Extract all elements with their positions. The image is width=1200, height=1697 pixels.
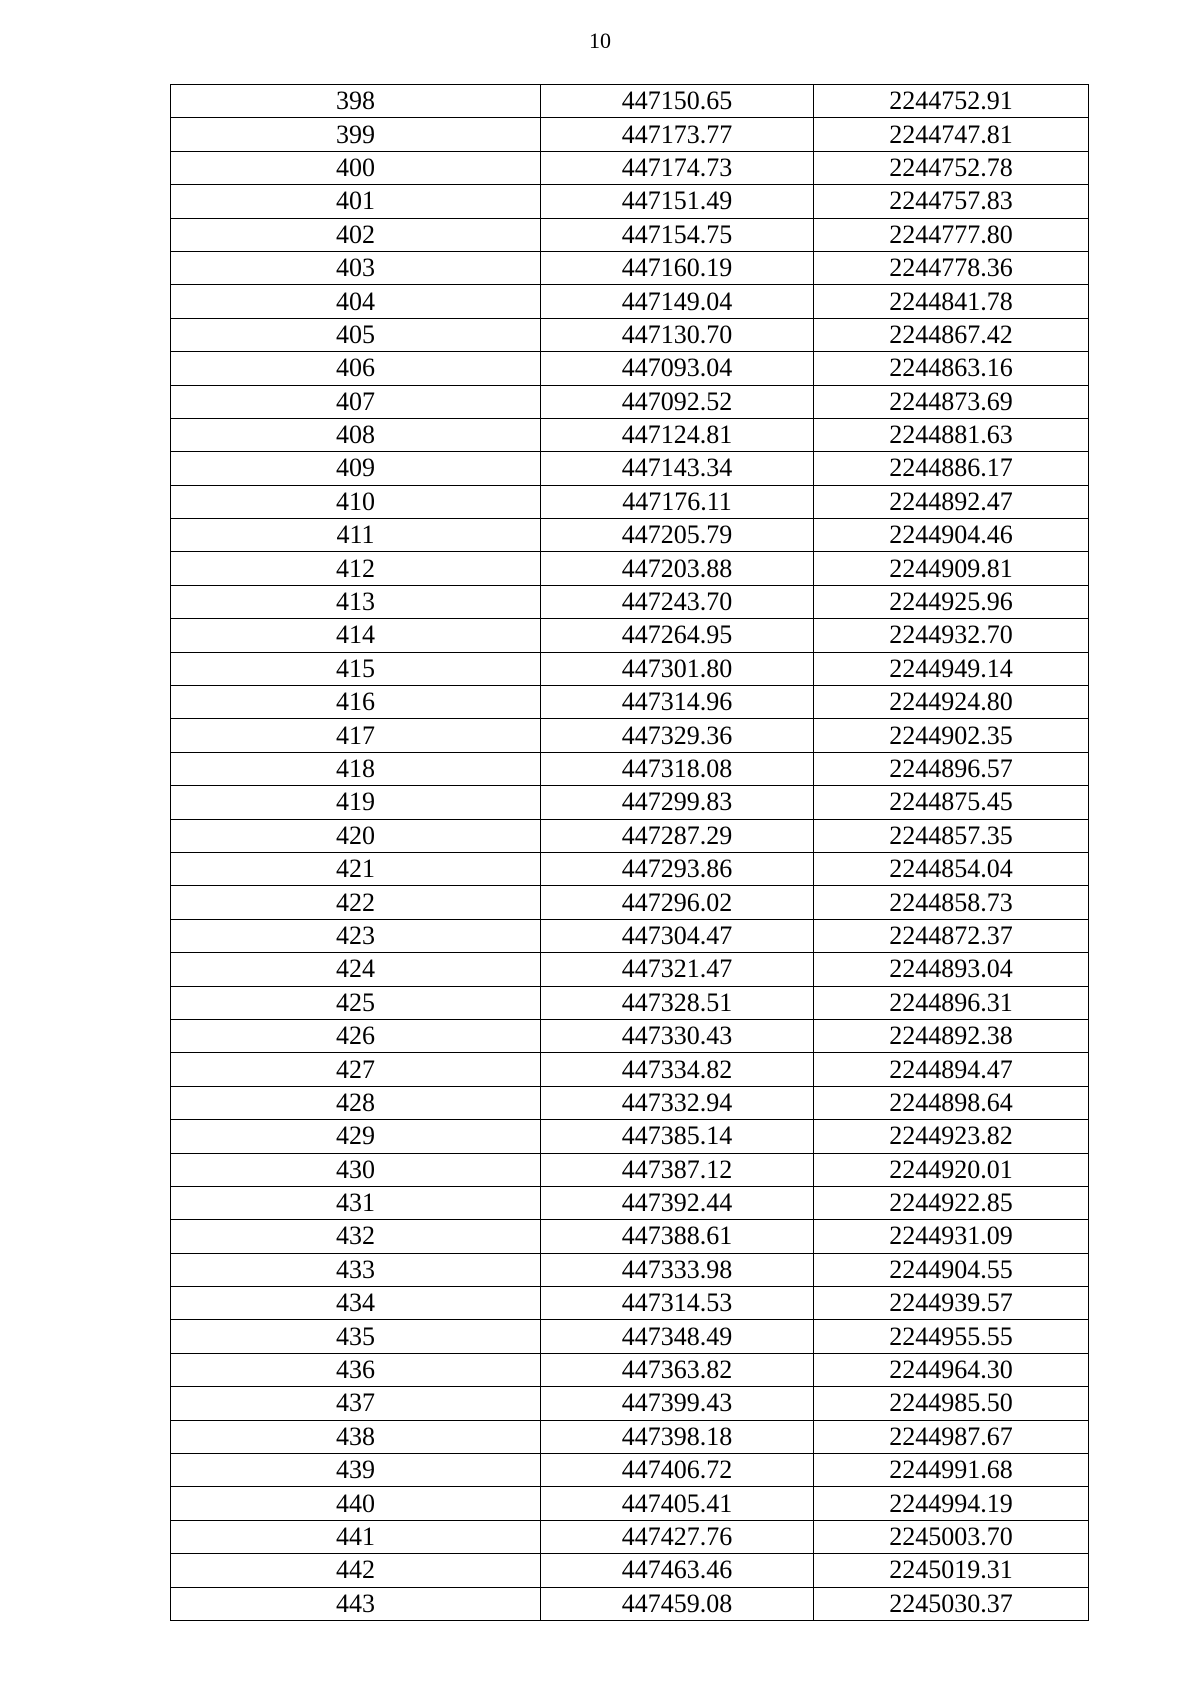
y-coordinate-cell: 2244858.73 [814,886,1089,919]
x-coordinate-cell: 447405.41 [541,1487,814,1520]
point-number-cell: 406 [171,352,541,385]
coordinates-table-body [171,85,1089,1621]
table-row [171,786,1089,819]
point-number-cell: 431 [171,1186,541,1219]
table-row [171,1520,1089,1553]
point-number-cell: 434 [171,1287,541,1320]
table-row [171,318,1089,351]
y-coordinate-cell: 2244896.31 [814,986,1089,1019]
x-coordinate-cell: 447334.82 [541,1053,814,1086]
table-row [171,85,1089,118]
y-coordinate-cell: 2244752.91 [814,85,1089,118]
x-coordinate-cell: 447321.47 [541,953,814,986]
table-row [171,986,1089,1019]
point-number-cell: 422 [171,886,541,919]
x-coordinate-cell: 447154.75 [541,218,814,251]
x-coordinate-cell: 447463.46 [541,1554,814,1587]
table-row [171,1487,1089,1520]
y-coordinate-cell: 2244922.85 [814,1186,1089,1219]
y-coordinate-cell: 2244777.80 [814,218,1089,251]
y-coordinate-cell: 2244747.81 [814,118,1089,151]
y-coordinate-cell: 2244949.14 [814,652,1089,685]
x-coordinate-cell: 447174.73 [541,151,814,184]
coordinates-table [170,84,1089,1621]
table-row [171,652,1089,685]
y-coordinate-cell: 2245030.37 [814,1587,1089,1620]
y-coordinate-cell: 2244904.55 [814,1253,1089,1286]
y-coordinate-cell: 2244909.81 [814,552,1089,585]
table-row [171,1086,1089,1119]
x-coordinate-cell: 447151.49 [541,185,814,218]
y-coordinate-cell: 2244898.64 [814,1086,1089,1119]
point-number-cell: 400 [171,151,541,184]
point-number-cell: 424 [171,953,541,986]
table-row [171,719,1089,752]
table-row [171,118,1089,151]
x-coordinate-cell: 447124.81 [541,418,814,451]
table-row [171,251,1089,284]
y-coordinate-cell: 2244932.70 [814,619,1089,652]
table-row [171,953,1089,986]
point-number-cell: 418 [171,752,541,785]
point-number-cell: 419 [171,786,541,819]
x-coordinate-cell: 447427.76 [541,1520,814,1553]
x-coordinate-cell: 447363.82 [541,1353,814,1386]
x-coordinate-cell: 447264.95 [541,619,814,652]
point-number-cell: 411 [171,519,541,552]
table-row [171,1253,1089,1286]
table-row [171,619,1089,652]
table-row [171,919,1089,952]
point-number-cell: 420 [171,819,541,852]
y-coordinate-cell: 2244881.63 [814,418,1089,451]
x-coordinate-cell: 447318.08 [541,752,814,785]
x-coordinate-cell: 447304.47 [541,919,814,952]
point-number-cell: 443 [171,1587,541,1620]
point-number-cell: 403 [171,251,541,284]
table-row [171,1454,1089,1487]
table-row [171,1053,1089,1086]
table-row [171,185,1089,218]
point-number-cell: 415 [171,652,541,685]
table-row [171,519,1089,552]
y-coordinate-cell: 2244841.78 [814,285,1089,318]
table-row [171,552,1089,585]
x-coordinate-cell: 447301.80 [541,652,814,685]
table-row [171,151,1089,184]
x-coordinate-cell: 447329.36 [541,719,814,752]
point-number-cell: 440 [171,1487,541,1520]
table-row [171,585,1089,618]
y-coordinate-cell: 2244892.47 [814,485,1089,518]
x-coordinate-cell: 447143.34 [541,452,814,485]
y-coordinate-cell: 2244923.82 [814,1120,1089,1153]
page-number: 10 [589,28,611,53]
x-coordinate-cell: 447173.77 [541,118,814,151]
x-coordinate-cell: 447328.51 [541,986,814,1019]
point-number-cell: 404 [171,285,541,318]
y-coordinate-cell: 2244892.38 [814,1019,1089,1052]
x-coordinate-cell: 447392.44 [541,1186,814,1219]
y-coordinate-cell: 2244752.78 [814,151,1089,184]
table-row [171,1387,1089,1420]
table-row [171,886,1089,919]
point-number-cell: 421 [171,852,541,885]
point-number-cell: 408 [171,418,541,451]
x-coordinate-cell: 447205.79 [541,519,814,552]
point-number-cell: 429 [171,1120,541,1153]
x-coordinate-cell: 447314.53 [541,1287,814,1320]
table-row [171,1186,1089,1219]
x-coordinate-cell: 447348.49 [541,1320,814,1353]
table-row [171,352,1089,385]
point-number-cell: 409 [171,452,541,485]
y-coordinate-cell: 2245003.70 [814,1520,1089,1553]
y-coordinate-cell: 2244991.68 [814,1454,1089,1487]
table-row [171,218,1089,251]
y-coordinate-cell: 2244757.83 [814,185,1089,218]
y-coordinate-cell: 2244964.30 [814,1353,1089,1386]
point-number-cell: 401 [171,185,541,218]
x-coordinate-cell: 447398.18 [541,1420,814,1453]
table-row [171,418,1089,451]
x-coordinate-cell: 447299.83 [541,786,814,819]
point-number-cell: 426 [171,1019,541,1052]
point-number-cell: 430 [171,1153,541,1186]
point-number-cell: 399 [171,118,541,151]
table-row [171,485,1089,518]
y-coordinate-cell: 2244867.42 [814,318,1089,351]
y-coordinate-cell: 2244854.04 [814,852,1089,885]
x-coordinate-cell: 447150.65 [541,85,814,118]
y-coordinate-cell: 2244939.57 [814,1287,1089,1320]
table-row [171,452,1089,485]
table-row [171,1420,1089,1453]
point-number-cell: 427 [171,1053,541,1086]
point-number-cell: 441 [171,1520,541,1553]
x-coordinate-cell: 447333.98 [541,1253,814,1286]
x-coordinate-cell: 447243.70 [541,585,814,618]
table-row [171,1019,1089,1052]
x-coordinate-cell: 447330.43 [541,1019,814,1052]
point-number-cell: 412 [171,552,541,585]
table-row [171,1153,1089,1186]
point-number-cell: 425 [171,986,541,1019]
point-number-cell: 436 [171,1353,541,1386]
x-coordinate-cell: 447332.94 [541,1086,814,1119]
point-number-cell: 402 [171,218,541,251]
x-coordinate-cell: 447459.08 [541,1587,814,1620]
table-row [171,1287,1089,1320]
y-coordinate-cell: 2244987.67 [814,1420,1089,1453]
x-coordinate-cell: 447314.96 [541,686,814,719]
y-coordinate-cell: 2244857.35 [814,819,1089,852]
y-coordinate-cell: 2244924.80 [814,686,1089,719]
point-number-cell: 433 [171,1253,541,1286]
point-number-cell: 413 [171,585,541,618]
table-row [171,752,1089,785]
table-row [171,1120,1089,1153]
y-coordinate-cell: 2244902.35 [814,719,1089,752]
y-coordinate-cell: 2244931.09 [814,1220,1089,1253]
x-coordinate-cell: 447092.52 [541,385,814,418]
y-coordinate-cell: 2244985.50 [814,1387,1089,1420]
x-coordinate-cell: 447093.04 [541,352,814,385]
x-coordinate-cell: 447406.72 [541,1454,814,1487]
y-coordinate-cell: 2244994.19 [814,1487,1089,1520]
x-coordinate-cell: 447160.19 [541,251,814,284]
y-coordinate-cell: 2244896.57 [814,752,1089,785]
x-coordinate-cell: 447293.86 [541,852,814,885]
point-number-cell: 410 [171,485,541,518]
y-coordinate-cell: 2244904.46 [814,519,1089,552]
y-coordinate-cell: 2244925.96 [814,585,1089,618]
y-coordinate-cell: 2244873.69 [814,385,1089,418]
x-coordinate-cell: 447176.11 [541,485,814,518]
table-row [171,385,1089,418]
y-coordinate-cell: 2244920.01 [814,1153,1089,1186]
point-number-cell: 437 [171,1387,541,1420]
table-row [171,852,1089,885]
point-number-cell: 428 [171,1086,541,1119]
point-number-cell: 439 [171,1454,541,1487]
y-coordinate-cell: 2244893.04 [814,953,1089,986]
point-number-cell: 423 [171,919,541,952]
point-number-cell: 432 [171,1220,541,1253]
x-coordinate-cell: 447387.12 [541,1153,814,1186]
y-coordinate-cell: 2244875.45 [814,786,1089,819]
point-number-cell: 438 [171,1420,541,1453]
point-number-cell: 416 [171,686,541,719]
y-coordinate-cell: 2244894.47 [814,1053,1089,1086]
point-number-cell: 407 [171,385,541,418]
table-row [171,1220,1089,1253]
y-coordinate-cell: 2244886.17 [814,452,1089,485]
x-coordinate-cell: 447388.61 [541,1220,814,1253]
x-coordinate-cell: 447385.14 [541,1120,814,1153]
x-coordinate-cell: 447130.70 [541,318,814,351]
table-row [171,819,1089,852]
point-number-cell: 417 [171,719,541,752]
y-coordinate-cell: 2244863.16 [814,352,1089,385]
x-coordinate-cell: 447287.29 [541,819,814,852]
y-coordinate-cell: 2245019.31 [814,1554,1089,1587]
table-row [171,1554,1089,1587]
x-coordinate-cell: 447203.88 [541,552,814,585]
table-row [171,1320,1089,1353]
y-coordinate-cell: 2244778.36 [814,251,1089,284]
point-number-cell: 442 [171,1554,541,1587]
y-coordinate-cell: 2244872.37 [814,919,1089,952]
point-number-cell: 398 [171,85,541,118]
x-coordinate-cell: 447399.43 [541,1387,814,1420]
table-row [171,1353,1089,1386]
table-row [171,1587,1089,1620]
point-number-cell: 435 [171,1320,541,1353]
table-row [171,285,1089,318]
point-number-cell: 414 [171,619,541,652]
point-number-cell: 405 [171,318,541,351]
x-coordinate-cell: 447149.04 [541,285,814,318]
x-coordinate-cell: 447296.02 [541,886,814,919]
y-coordinate-cell: 2244955.55 [814,1320,1089,1353]
table-row [171,686,1089,719]
